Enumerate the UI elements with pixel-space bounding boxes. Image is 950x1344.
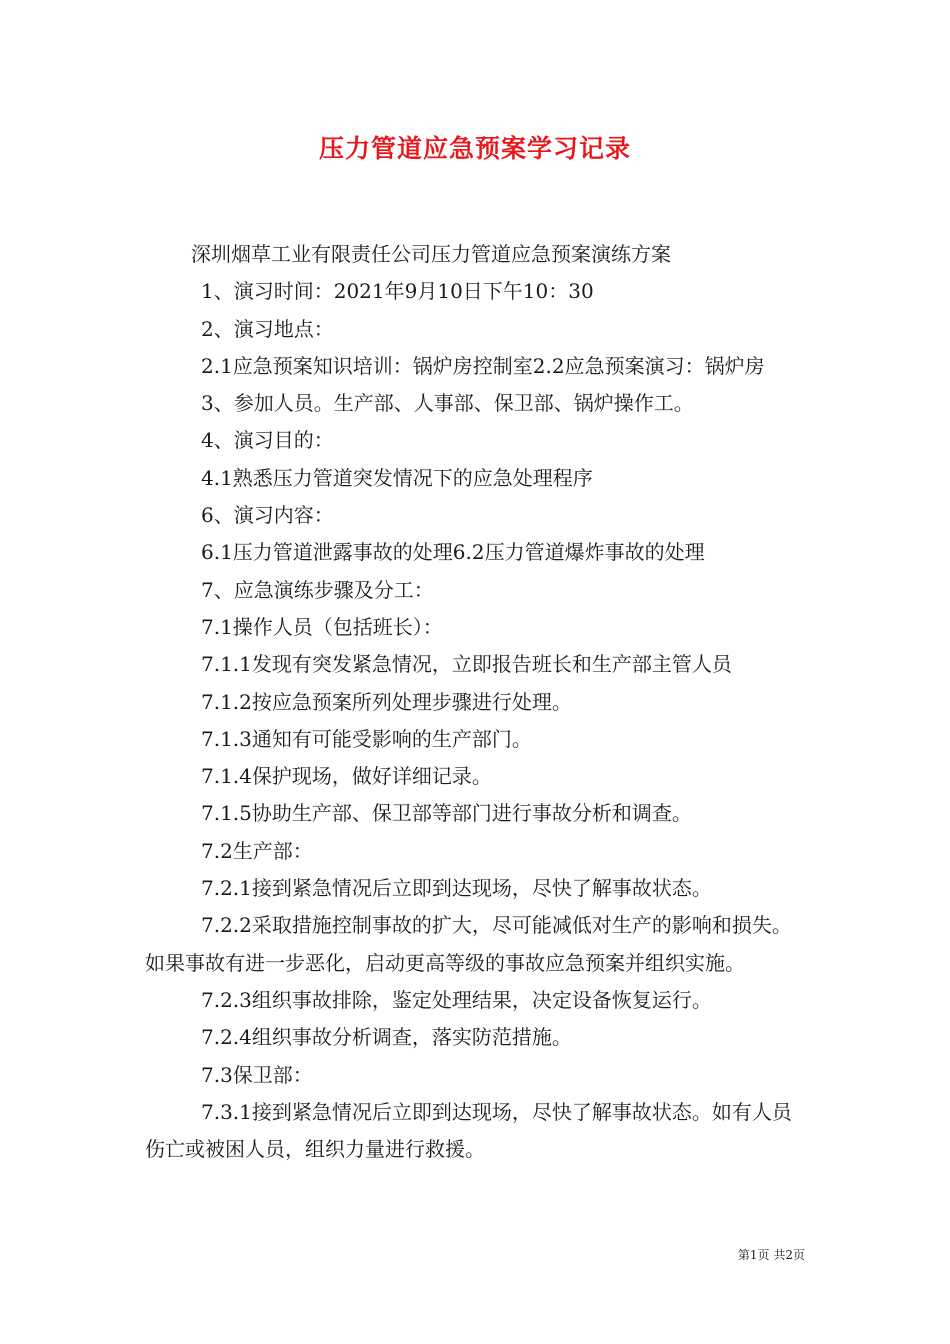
paragraph: 6、演习内容： — [201, 503, 334, 528]
paragraph: 7.1.4保护现场，做好详细记录。 — [201, 764, 492, 789]
paragraph: 7、应急演练步骤及分工： — [201, 577, 434, 602]
paragraph: 7.2.2采取措施控制事故的扩大，尽可能减低对生产的影响和损失。如果事故有进一步恶化，启动更高等级的事故应急预案并组织实施。 — [145, 913, 792, 975]
paragraph: 7.1.2按应急预案所列处理步骤进行处理。 — [201, 689, 572, 714]
paragraph: 7.2.1接到紧急情况后立即到达现场，尽快了解事故状态。 — [201, 876, 712, 901]
paragraph: 深圳烟草工业有限责任公司压力管道应急预案演练方案 — [191, 242, 671, 266]
paragraph: 4.1熟悉压力管道突发情况下的应急处理程序 — [201, 465, 593, 490]
paragraph: 7.3保卫部： — [201, 1062, 313, 1087]
document-body — [145, 236, 810, 1168]
paragraph: 1、演习时间：2021年9月10日下午10：30 — [201, 279, 594, 304]
paragraph: 7.1.3通知有可能受影响的生产部门。 — [201, 726, 532, 751]
paragraph: 2.1应急预案知识培训：锅炉房控制室2.2应急预案演习：锅炉房 — [201, 353, 765, 378]
paragraph: 7.2生产部： — [201, 838, 313, 863]
paragraph: 7.3.1接到紧急情况后立即到达现场，尽快了解事故状态。如有人员伤亡或被困人员，组织力量进行救援。 — [145, 1099, 792, 1162]
paragraph: 7.1操作人员（包括班长）： — [201, 614, 443, 639]
paragraph: 7.1.5协助生产部、保卫部等部门进行事故分析和调查。 — [201, 801, 692, 826]
paragraph: 6.1压力管道泄露事故的处理6.2压力管道爆炸事故的处理 — [201, 540, 705, 565]
paragraph: 7.2.3组织事故排除，鉴定处理结果，决定设备恢复运行。 — [201, 987, 712, 1012]
paragraph: 3、参加人员。生产部、人事部、保卫部、锅炉操作工。 — [201, 391, 694, 416]
paragraph: 7.2.4组织事故分析调查，落实防范措施。 — [201, 1025, 572, 1050]
paragraph: 7.1.1发现有突发紧急情况，立即报告班长和生产部主管人员 — [201, 652, 732, 677]
paragraph: 4、演习目的： — [201, 428, 334, 453]
paragraph: 2、演习地点： — [201, 316, 334, 341]
document-title: 压力管道应急预案学习记录 — [318, 134, 631, 163]
page-number: 第1页 共2页 — [737, 1248, 805, 1262]
